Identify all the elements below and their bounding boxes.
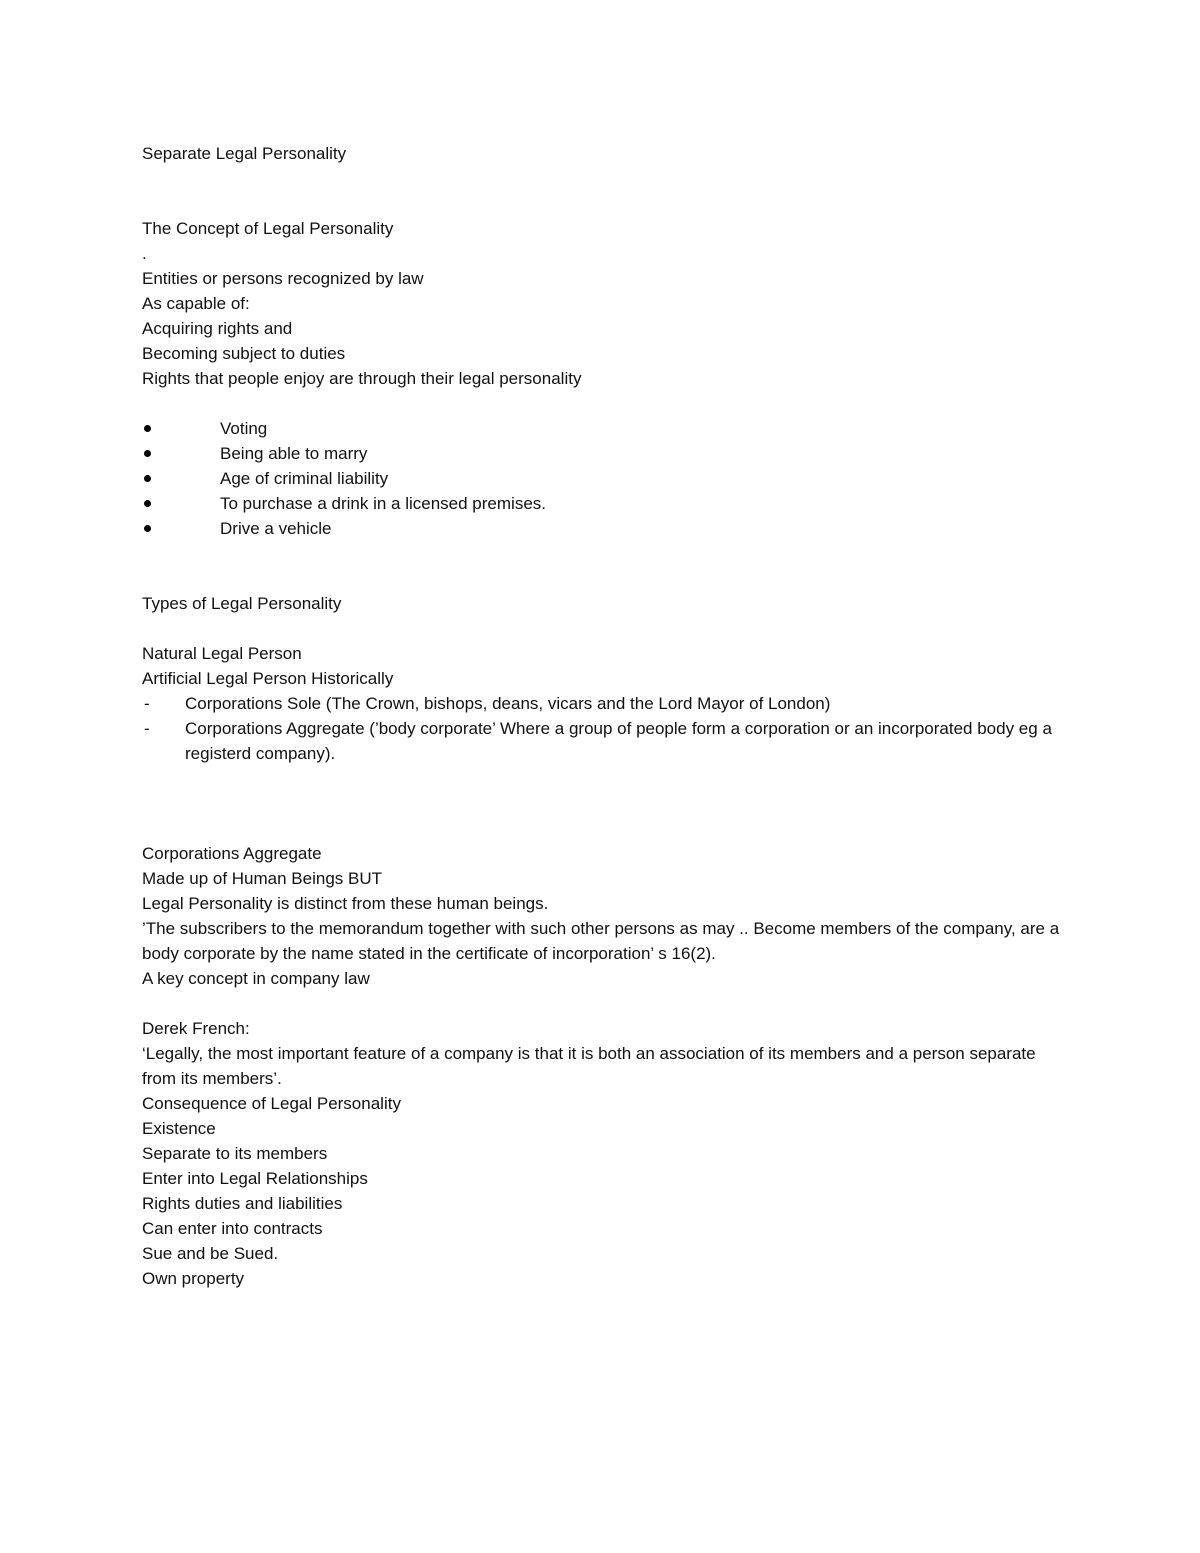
list-item-text: Age of criminal liability xyxy=(220,469,389,488)
consequence-line: Own property xyxy=(142,1269,245,1288)
consequence-line: Existence xyxy=(142,1119,216,1138)
spacer xyxy=(142,166,1072,216)
list-item xyxy=(142,516,1072,541)
bullet-dot-icon xyxy=(144,525,151,532)
list-item-text: To purchase a drink in a licensed premises. xyxy=(220,494,546,513)
concept-dot: . xyxy=(142,244,147,263)
spacer xyxy=(142,616,1072,641)
consequence-line: Sue and be Sued. xyxy=(142,1244,279,1263)
dash-marker: - xyxy=(144,719,150,738)
french-quote: ‘Legally, the most important feature of a company is that it is both an association of its members and a person separate from its members’. xyxy=(142,1044,1036,1088)
list-item-text: Being able to marry xyxy=(220,444,368,463)
concept-line: Rights that people enjoy are through their legal personality xyxy=(142,369,582,388)
concept-line: Becoming subject to duties xyxy=(142,344,346,363)
spacer xyxy=(142,766,1072,841)
list-item xyxy=(142,491,1072,516)
document-body xyxy=(142,141,1072,1291)
concept-heading: The Concept of Legal Personality xyxy=(142,219,394,238)
consequence-line: Enter into Legal Relationships xyxy=(142,1169,368,1188)
list-item-text: Drive a vehicle xyxy=(220,519,332,538)
bullet-dot-icon xyxy=(144,475,151,482)
aggregate-quote: ’The subscribers to the memorandum together with such other persons as may .. Become members of the company, are a body corporate by the name stated in the certificate of incorporation’ s 16(2). xyxy=(142,919,1060,963)
natural-person-line: Natural Legal Person xyxy=(142,644,302,663)
concept-line: Acquiring rights and xyxy=(142,319,293,338)
aggregate-heading: Corporations Aggregate xyxy=(142,844,322,863)
french-heading: Derek French: xyxy=(142,1019,250,1038)
consequence-line: Rights duties and liabilities xyxy=(142,1194,343,1213)
aggregate-line: Legal Personality is distinct from these human beings. xyxy=(142,894,549,913)
bullet-dot-icon xyxy=(144,450,151,457)
consequence-line: Can enter into contracts xyxy=(142,1219,323,1238)
spacer xyxy=(142,541,1072,591)
spacer xyxy=(142,991,1072,1016)
bullet-dot-icon xyxy=(144,425,151,432)
document-title: Separate Legal Personality xyxy=(142,144,347,163)
aggregate-line: A key concept in company law xyxy=(142,969,370,988)
consequence-line: Separate to its members xyxy=(142,1144,328,1163)
aggregate-line: Made up of Human Beings BUT xyxy=(142,869,383,888)
bullet-dot-icon xyxy=(144,500,151,507)
list-item xyxy=(142,691,1072,716)
types-heading: Types of Legal Personality xyxy=(142,594,342,613)
artificial-person-line: Artificial Legal Person Historically xyxy=(142,669,394,688)
consequence-line: Consequence of Legal Personality xyxy=(142,1094,401,1113)
dash-marker: - xyxy=(144,694,150,713)
list-item-text: Corporations Sole (The Crown, bishops, deans, vicars and the Lord Mayor of London) xyxy=(185,694,831,713)
concept-line: Entities or persons recognized by law xyxy=(142,269,424,288)
list-item xyxy=(142,466,1072,491)
spacer xyxy=(142,391,1072,416)
list-item xyxy=(142,441,1072,466)
concept-line: As capable of: xyxy=(142,294,250,313)
corporation-types-list xyxy=(142,691,1072,766)
list-item xyxy=(142,416,1072,441)
list-item xyxy=(142,716,1072,766)
rights-bullet-list xyxy=(142,416,1072,541)
list-item-text: Voting xyxy=(220,419,268,438)
list-item-text: Corporations Aggregate (’body corporate’ Where a group of people form a corporation or an incorporated body eg a registerd company). xyxy=(185,719,1052,763)
